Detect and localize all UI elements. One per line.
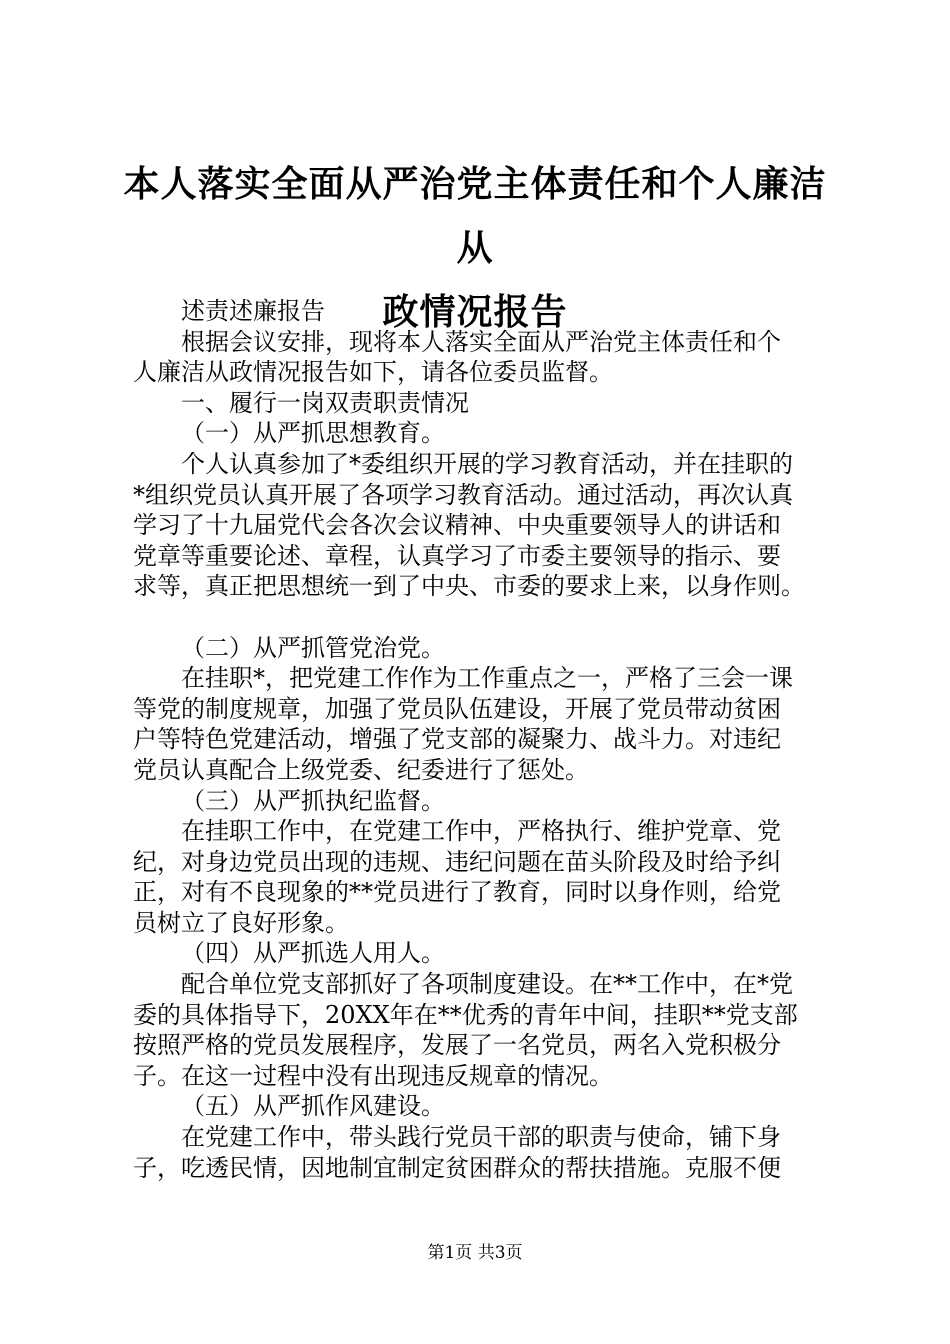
paragraph-line: 学习了十九届党代会各次会议精神、中央重要领导人的讲话和 — [133, 511, 781, 540]
paragraph-line: 户等特色党建活动，增强了党支部的凝聚力、战斗力。对违纪 — [133, 725, 781, 754]
document-body — [133, 296, 833, 1183]
paragraph-line: 根据会议安排，现将本人落实全面从严治党主体责任和个 — [181, 327, 781, 356]
paragraph-line: 纪，对身边党员出现的违规、违纪问题在苗头阶段及时给予纠 — [133, 847, 781, 876]
paragraph-line: *组织党员认真开展了各项学习教育活动。通过活动，再次认真 — [133, 480, 793, 509]
paragraph-line: 子。在这一过程中没有出现违反规章的情况。 — [133, 1061, 613, 1090]
paragraph-line: 员树立了良好形象。 — [133, 908, 349, 937]
paragraph-line: 在挂职工作中，在党建工作中，严格执行、维护党章、党 — [181, 817, 781, 846]
subsection-heading: （一）从严抓思想教育。 — [181, 419, 445, 448]
title-line-2: 政情况报告 — [382, 291, 568, 333]
title-line-1: 本人落实全面从严治党主体责任和个人廉洁从 — [123, 163, 827, 269]
paragraph-line: 党章等重要论述、章程，认真学习了市委主要领导的指示、要 — [133, 541, 781, 570]
section-heading: 一、履行一岗双责职责情况 — [181, 388, 469, 417]
paragraph-line: 子，吃透民情，因地制宜制定贫困群众的帮扶措施。克服不便 — [133, 1153, 781, 1182]
paragraph-line: 在党建工作中，带头践行党员干部的职责与使命，铺下身 — [181, 1123, 781, 1152]
paragraph-line: 等党的制度规章，加强了党员队伍建设，开展了党员带动贫困 — [133, 694, 781, 723]
paragraph-line: 配合单位党支部抓好了各项制度建设。在**工作中，在*党 — [181, 970, 793, 999]
subsection-heading: （五）从严抓作风建设。 — [181, 1092, 445, 1121]
subsection-heading: （四）从严抓选人用人。 — [181, 939, 445, 968]
paragraph-line: 求等，真正把思想统一到了中央、市委的要求上来，以身作则。 — [133, 572, 805, 601]
subsection-heading: （三）从严抓执纪监督。 — [181, 786, 445, 815]
paragraph-line: 在挂职*，把党建工作作为工作重点之一，严格了三会一课 — [181, 664, 793, 693]
paragraph-line: 个人认真参加了*委组织开展的学习教育活动，并在挂职的 — [181, 449, 793, 478]
paragraph-line: 按照严格的党员发展程序，发展了一名党员，两名入党积极分 — [133, 1031, 781, 1060]
paragraph-line: 人廉洁从政情况报告如下，请各位委员监督。 — [133, 358, 613, 387]
subsection-heading: （二）从严抓管党治党。 — [181, 633, 445, 662]
paragraph-line: 正，对有不良现象的**党员进行了教育，同时以身作则，给党 — [133, 878, 781, 907]
paragraph-line: 委的具体指导下，20XX年在**优秀的青年中间，挂职**党支部 — [133, 1000, 798, 1029]
page-footer: 第1页 共3页 — [427, 1243, 523, 1263]
blank-line — [133, 602, 833, 633]
paragraph-line: 党员认真配合上级党委、纪委进行了惩处。 — [133, 755, 589, 784]
paragraph-line: 述责述廉报告 — [181, 297, 325, 325]
